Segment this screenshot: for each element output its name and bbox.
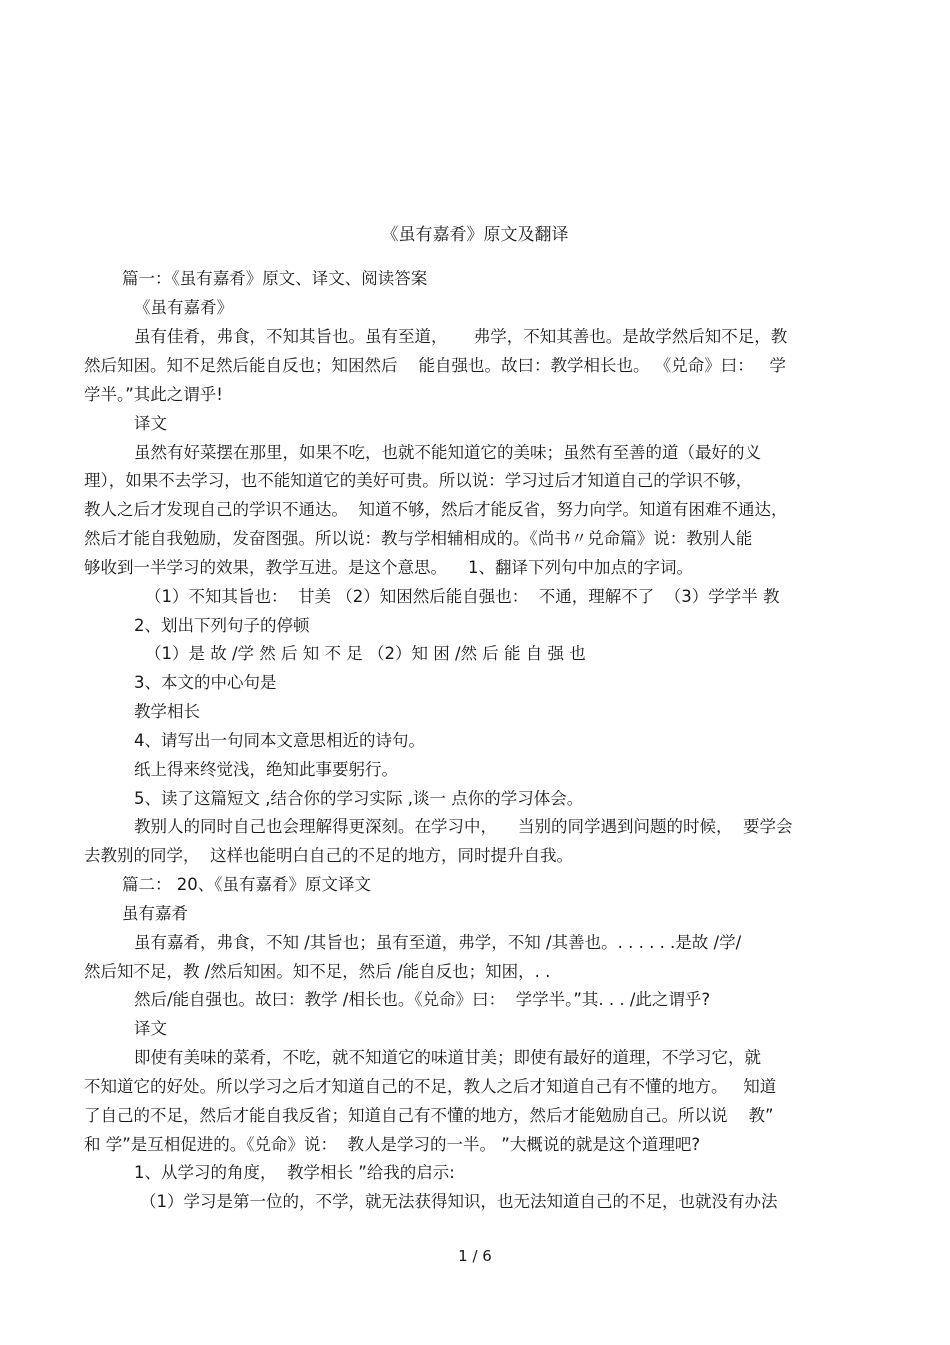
- document-title: 《虽有嘉肴》原文及翻译: [381, 225, 569, 245]
- text-line: 了自己的不足，然后才能自我反省；知道自己有不懂的地方，然后才能勉励自己。所以说 教”: [84, 1106, 774, 1125]
- text-line: 够收到一半学习的效果，教学互进。是这个意思。 1、翻译下列句中加点的字词。: [84, 558, 693, 577]
- text-line: 译文: [134, 1019, 167, 1038]
- text-line: 虽有佳肴，弗食，不知其旨也。虽有至道， 弗学，不知其善也。是故学然后知不足，教: [134, 327, 788, 346]
- page-number: 1 / 6: [458, 1247, 492, 1265]
- text-line: 虽然有好菜摆在那里，如果不吃，也就不能知道它的美味；虽然有至善的道（最好的义: [134, 443, 761, 462]
- text-line: 学半。”其此之谓乎!: [84, 385, 223, 404]
- text-line: 篇一：《虽有嘉肴》原文、译文、阅读答案: [122, 269, 428, 288]
- text-line: 和 学”是互相促进的。《兑命》说： 教人是学习的一半。 ”大概说的就是这个道理吧?: [84, 1135, 701, 1154]
- text-line: 2、划出下列句子的停顿: [134, 616, 310, 635]
- text-line: 5、读了这篇短文 ,结合你的学习实际 ,谈一 点你的学习体会。: [134, 789, 584, 808]
- text-line: 译文: [134, 414, 167, 433]
- text-line: 然后知困。知不足然后能自反也；知困然后 能自强也。故曰：教学相长也。 《兑命》曰： 学: [84, 356, 786, 375]
- text-line: 1、从学习的角度， 教学相长 ”给我的启示:: [134, 1163, 455, 1182]
- text-line: 《虽有嘉肴》: [134, 298, 233, 317]
- text-line: （1）不知其旨也： 甘美 （2）知困然后能自强也： 不通，理解不了 （3）学学半 教: [145, 587, 780, 606]
- text-line: 教人之后才发现自己的学识不通达。 知道不够，然后才能反省，努力向学。知道有困难不通达，: [84, 500, 788, 519]
- text-line: 理），如果不去学习，也不能知道它的美好可贵。所以说：学习过后才知道自己的学识不够，: [84, 471, 753, 490]
- text-line: 教别人的同时自己也会理解得更深刻。在学习中， 当别的同学遇到问题的时候， 要学会: [134, 817, 793, 836]
- text-line: 教学相长: [134, 702, 200, 721]
- text-line: 去教别的同学， 这样也能明白自己的不足的地方，同时提升自我。: [84, 846, 573, 865]
- text-line: 然后才能自我勉励，发奋图强。所以说：教与学相辅相成的。《尚书〃兑命篇》说：教别人能: [84, 529, 753, 548]
- text-line: （1）学习是第一位的，不学，就无法获得知识，也无法知道自己的不足，也就没有办法: [140, 1192, 778, 1211]
- text-line: 虽有嘉肴: [122, 904, 188, 923]
- text-line: 3、本文的中心句是: [134, 673, 277, 692]
- text-line: （1）是 故 /学 然 后 知 不 足 （2）知 困 /然 后 能 自 强 也: [145, 644, 586, 663]
- text-line: 虽有嘉肴，弗食，不知 /其旨也；虽有至道，弗学，不知 /其善也。. . . . . .是故 /学/: [134, 933, 742, 952]
- text-line: 篇二： 20、《虽有嘉肴》原文译文: [122, 875, 371, 894]
- text-line: 4、请写出一句同本文意思相近的诗句。: [134, 731, 425, 750]
- text-line: 即使有美味的菜肴，不吃，就不知道它的味道甘美；即使有最好的道理，不学习它，就: [134, 1048, 761, 1067]
- text-line: 然后/能自强也。故曰：教学 /相长也。《兑命》曰： 学学半。”其. . . /此之谓乎?: [134, 990, 711, 1009]
- text-line: 不知道它的好处。所以学习之后才知道自己的不足，教人之后才知道自己有不懂的地方。 知道: [84, 1077, 777, 1096]
- text-line: 然后知不足，教 /然后知困。知不足，然后 /能自反也；知困，. .: [84, 962, 551, 981]
- text-line: 纸上得来终觉浅，绝知此事要躬行。: [134, 760, 398, 779]
